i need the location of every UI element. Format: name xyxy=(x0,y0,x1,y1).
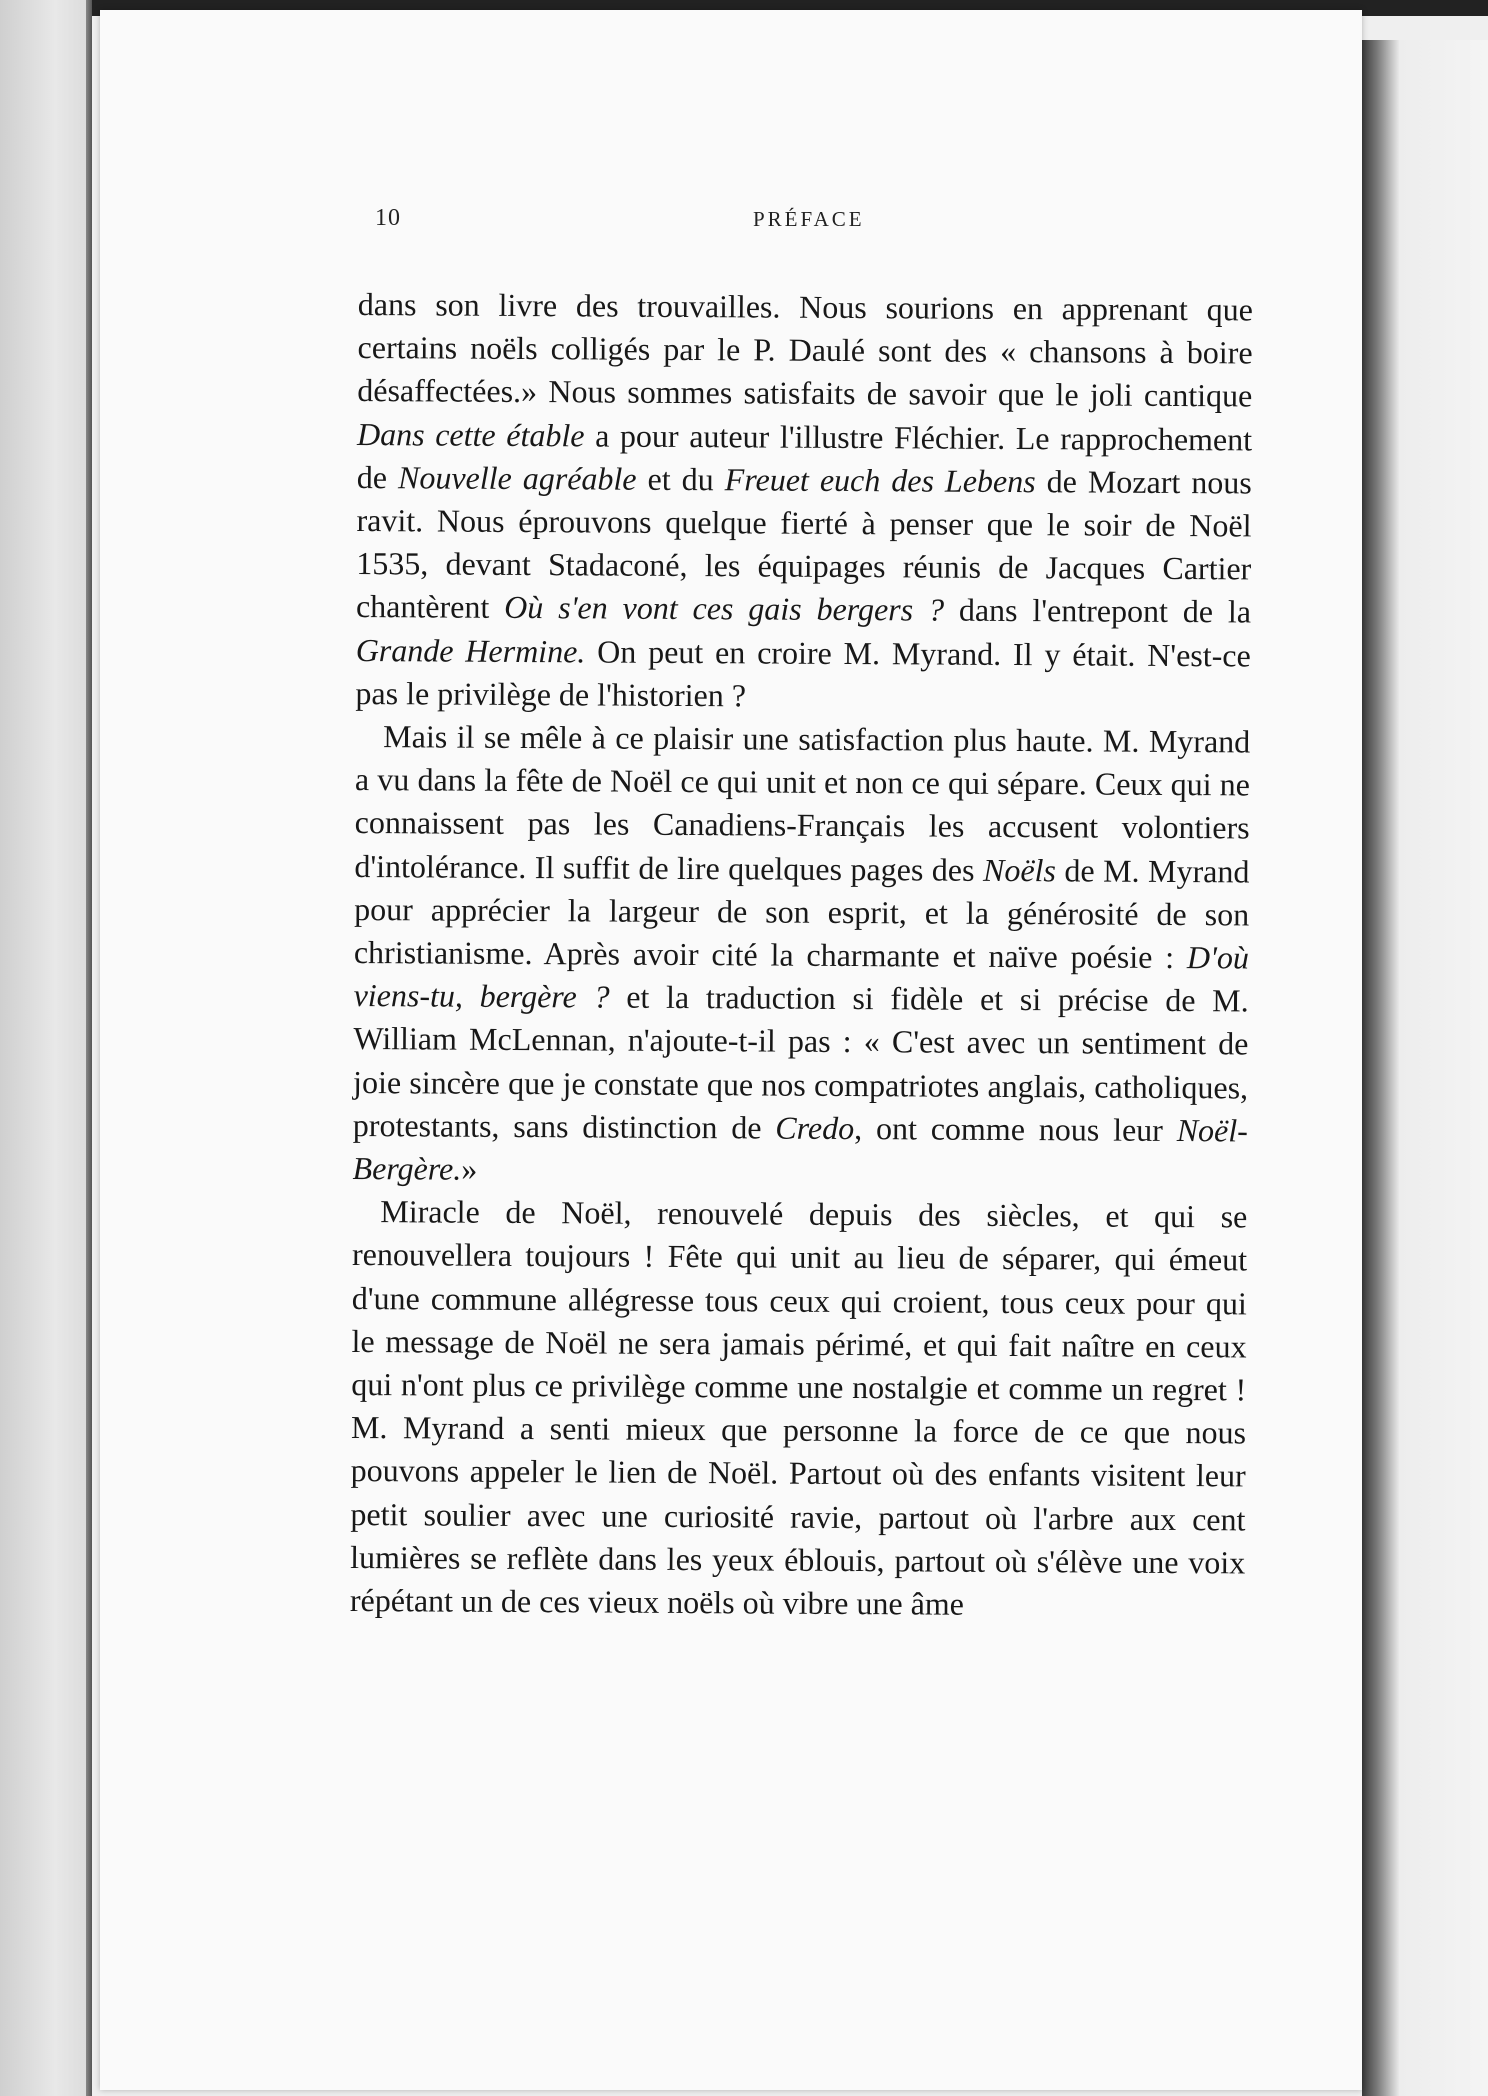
italic-text-run: Dans cette étable xyxy=(356,415,585,453)
italic-text-run: Où s'en vont ces gais bergers ? xyxy=(504,589,945,629)
text-run: a pour auteur l'illustre Fléchier. Le rapprochement de xyxy=(356,416,1253,496)
text-run: dans son livre des trouvailles. Nous sourions en apprenant que certains noëls colligés par le P. Daulé sont des « chansons à boire désaffectées.» Nous sommes satisfaits de savoir que le joli cantique xyxy=(357,285,1253,414)
paragraph-2 xyxy=(352,715,1250,1196)
paragraph-3 xyxy=(350,1190,1248,1627)
italic-text-run: Freuet euch des Lebens xyxy=(724,461,1036,499)
italic-text-run: Noël-Bergère. xyxy=(352,1111,1248,1187)
italic-text-run: D'où viens-tu, bergère ? xyxy=(353,939,1250,1015)
italic-text-run: Grande Hermine. xyxy=(355,631,586,670)
text-run: , ont comme nous leur xyxy=(854,1109,1177,1148)
page-number: 10 xyxy=(375,205,401,231)
text-run: et du xyxy=(636,460,725,498)
page-header xyxy=(375,205,1255,245)
text-run: Mais il se mêle à ce plaisir une satisfaction plus haute. M. Myrand a vu dans la fête de Noël ce qui unit et non ce qui sépare. Ceux qui ne connaissent pas les Canadiens-Français les accusent volontiers d'intolérance. Il suffit de lire quelques pages des xyxy=(354,718,1251,888)
italic-text-run: Noëls xyxy=(982,851,1057,888)
italic-text-run: Credo xyxy=(775,1109,855,1146)
running-title: PRÉFACE xyxy=(753,207,865,231)
italic-text-run: Nouvelle agréable xyxy=(397,459,637,497)
text-run: et la traduction si fidèle et si précise de M. William McLennan, n'ajoute-t-il pas : « C'est avec un sentiment de joie sincère que je constate que nos compatriotes anglais, catholiques, protestants, sans distinction de xyxy=(352,978,1249,1146)
body-text xyxy=(350,283,1253,1628)
adjacent-page-edge xyxy=(1362,40,1488,2096)
text-run: » xyxy=(461,1150,478,1187)
paragraph-1 xyxy=(355,283,1253,720)
text-run: de M. Myrand pour apprécier la largeur de son esprit, et la générosité de son christianisme. Après avoir cité la charmante et naïve poésie : xyxy=(353,851,1250,976)
text-run: de Mozart nous ravit. Nous éprouvons quelque fierté à penser que le soir de Noël 1535, devant Stadaconé, les équipages réunis de Jacques Cartier chantèrent xyxy=(355,462,1252,626)
book-spine-edge xyxy=(0,0,92,2096)
text-run: dans l'entrepont de la xyxy=(943,592,1252,630)
text-run: Miracle de Noël, renouvelé depuis des siècles, et qui se renouvellera toujours ! Fête qui unit au lieu de séparer, qui émeut d'une commune allégresse tous ceux qui croient, tous ceux pour qui le message de Noël ne sera jamais périmé, et qui fait naître en ceux qui n'ont plus ce privilège comme une nostalgie et comme un regret ! M. Myrand a senti mieux que personne la force de ce que nous pouvons appeler le lien de Noël. Partout où des enfants visitent leur petit soulier avec une curiosité ravie, partout où l'arbre aux cent lumières se reflète dans les yeux éblouis, partout où s'élève une voix répétant un de ces vieux noëls où vibre une âme xyxy=(349,1193,1248,1622)
text-run: On peut en croire M. Myrand. Il y était. N'est-ce pas le privilège de l'historien ? xyxy=(355,633,1251,714)
